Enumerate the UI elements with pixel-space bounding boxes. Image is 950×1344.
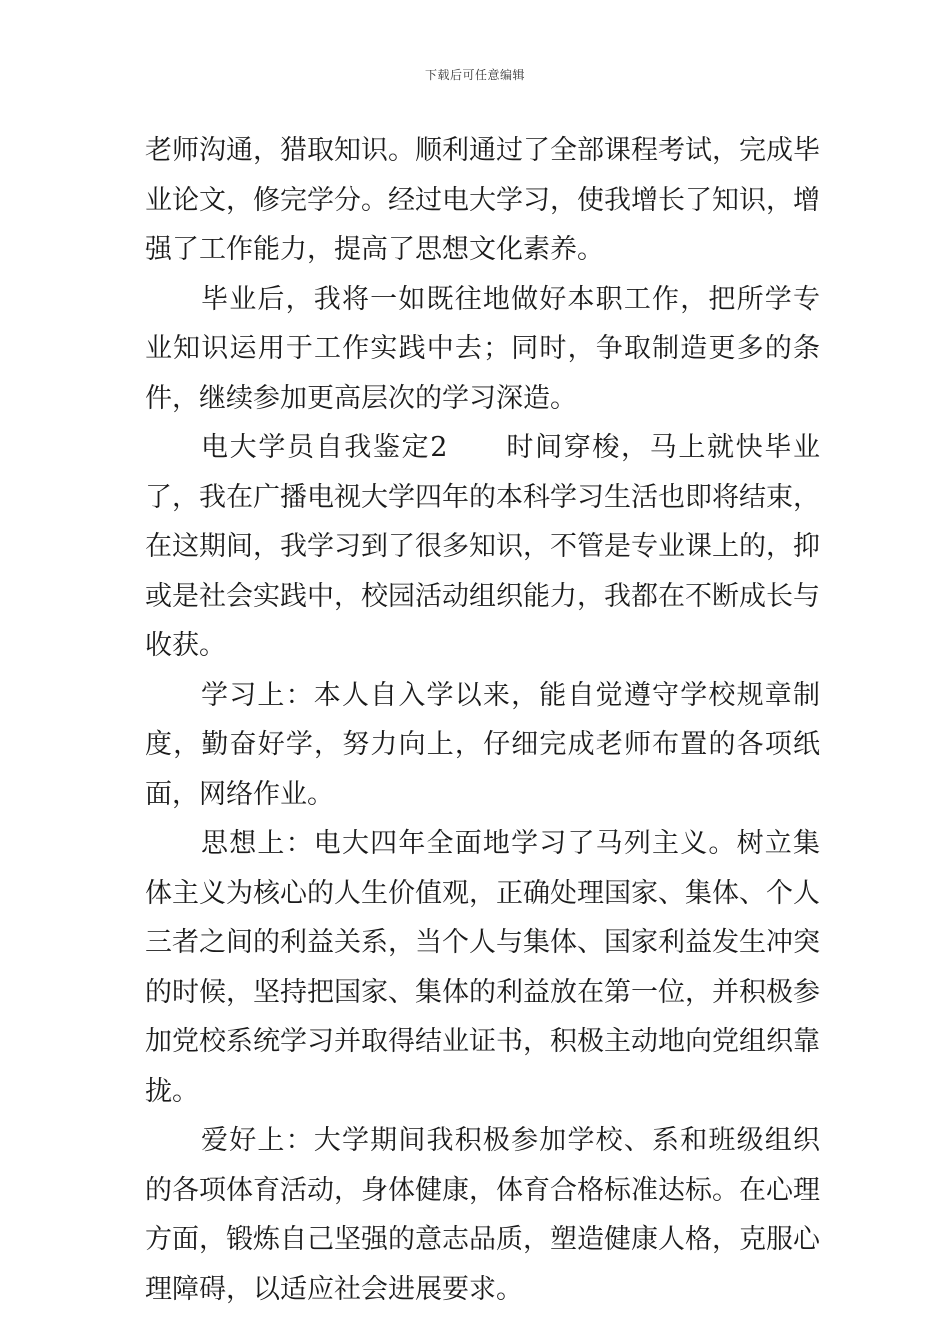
paragraph-5: 思想上：电大四年全面地学习了马列主义。树立集体主义为核心的人生价值观，正确处理国家、集体、个人三者之间的利益关系，当个人与集体、国家利益发生冲突的时候，坚持把国家、集体的利益放在第一位，并积极参加党校系统学习并取得结业证书，积极主动地向党组织靠拢。 xyxy=(145,828,820,1107)
document-body xyxy=(145,126,820,1314)
paragraph-4: 学习上：本人自入学以来，能自觉遵守学校规章制度，勤奋好学，努力向上，仔细完成老师布置的各项纸面，网络作业。 xyxy=(145,679,820,810)
header-note: 下载后可任意编辑 xyxy=(424,68,525,82)
paragraph-1: 老师沟通，猎取知识。顺利通过了全部课程考试，完成毕业论文，修完学分。经过电大学习，使我增长了知识，增强了工作能力，提高了思想文化素养。 xyxy=(145,135,820,265)
paragraph-3: 电大学员自我鉴定2 时间穿梭，马上就快毕业了，我在广播电视大学四年的本科学习生活也即将结束，在这期间，我学习到了很多知识，不管是专业课上的，抑或是社会实践中，校园活动组织能力，我都在不断成长与收获。 xyxy=(145,432,820,661)
paragraph-6: 爱好上：大学期间我积极参加学校、系和班级组织的各项体育活动，身体健康，体育合格标准达标。在心理方面，锻炼自己坚强的意志品质，塑造健康人格，克服心理障碍，以适应社会进展要求。 xyxy=(145,1125,820,1305)
paragraph-2: 毕业后，我将一如既往地做好本职工作，把所学专业知识运用于工作实践中去；同时，争取制造更多的条件，继续参加更高层次的学习深造。 xyxy=(145,283,820,414)
